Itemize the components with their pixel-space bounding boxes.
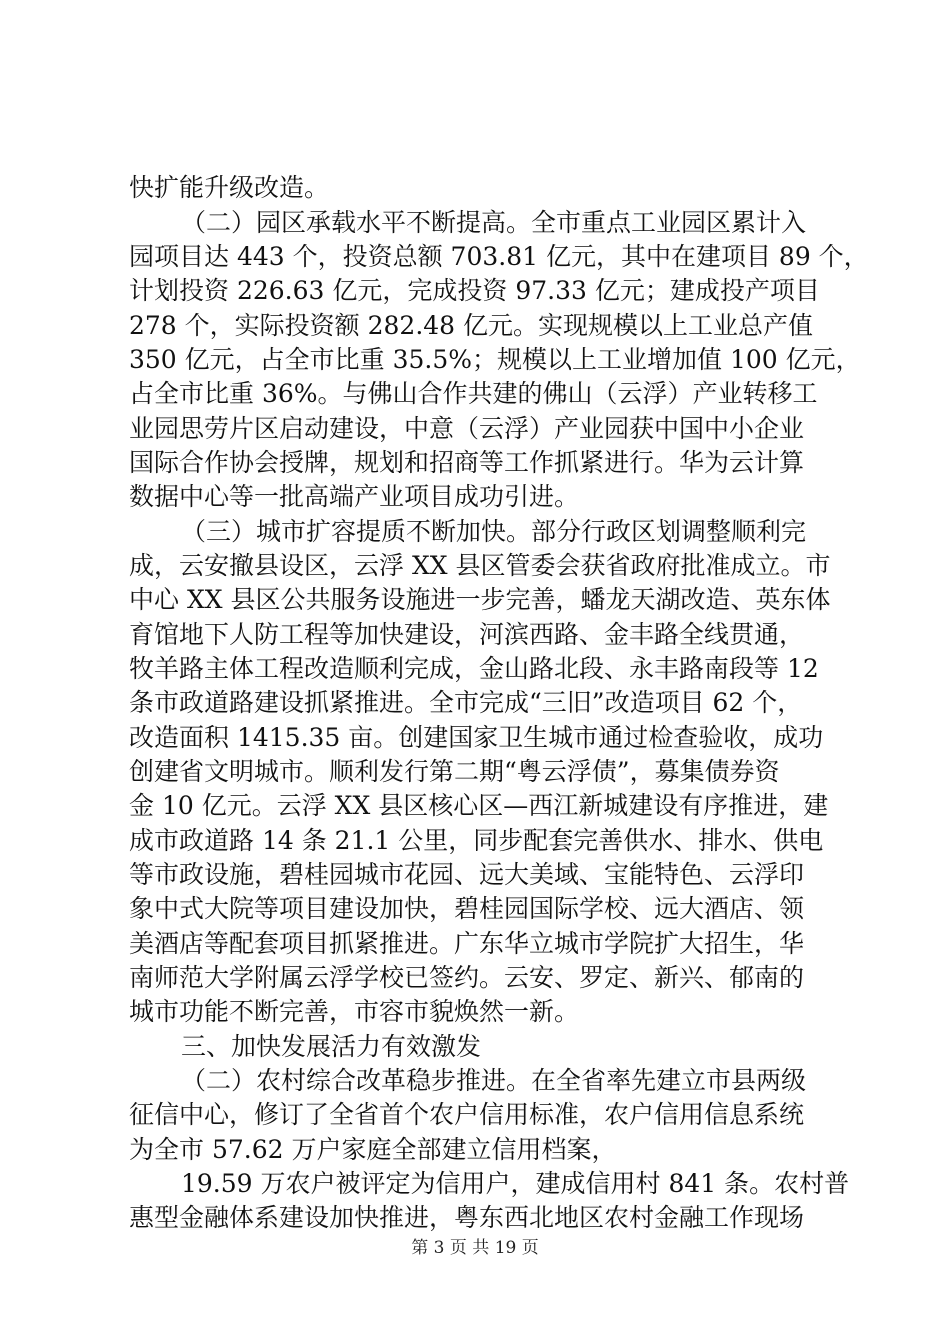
page-footer: 第 3 页 共 19 页 [411,1238,539,1258]
text-line: 象中式大院等项目建设加快，碧桂园国际学校、远大酒店、领 [129,894,805,923]
text-line: 计划投资 226.63 亿元，完成投资 97.33 亿元；建成投产项目 [129,276,820,305]
text-line: 278 个，实际投资额 282.48 亿元。实现规模以上工业总产值 [129,311,814,340]
text-line: 350 亿元，占全市比重 35.5%；规模以上工业增加值 100 亿元， [129,345,861,374]
text-line: 城市功能不断完善，市容市貌焕然一新。 [129,997,580,1026]
text-line: 改造面积 1415.35 亩。创建国家卫生城市通过检查验收，成功 [129,723,824,752]
text-line: 成，云安撤县设区，云浮 XX 县区管委会获省政府批准成立。市 [129,551,831,580]
text-line: 国际合作协会授牌，规划和招商等工作抓紧进行。华为云计算 [129,448,805,477]
section-heading: 三、加快发展活力有效激发 [181,1032,482,1061]
text-line: 育馆地下人防工程等加快建设，河滨西路、金丰路全线贯通， [129,620,805,649]
text-line: 创建省文明城市。顺利发行第二期“粤云浮债”，募集债券资 [129,757,780,786]
text-line: 为全市 57.62 万户家庭全部建立信用档案， [129,1135,617,1164]
text-line: 成市政道路 14 条 21.1 公里，同步配套完善供水、排水、供电 [129,826,824,855]
text-line: 南师范大学附属云浮学校已签约。云安、罗定、新兴、郁南的 [129,963,805,992]
text-line: 19.59 万农户被评定为信用户，建成信用村 841 条。农村普 [181,1169,850,1198]
text-line: 惠型金融体系建设加快推进，粤东西北地区农村金融工作现场 [129,1203,805,1232]
text-line: 条市政道路建设抓紧推进。全市完成“三旧”改造项目 62 个， [129,688,803,717]
text-line: 金 10 亿元。云浮 XX 县区核心区—西江新城建设有序推进，建 [129,791,829,820]
text-line: 等市政设施，碧桂园城市花园、远大美域、宝能特色、云浮印 [129,860,805,889]
text-line: 占全市比重 36%。与佛山合作共建的佛山（云浮）产业转移工 [129,379,818,408]
text-line: 园项目达 443 个，投资总额 703.81 亿元，其中在建项目 89 个， [129,242,869,271]
text-line: 中心 XX 县区公共服务设施进一步完善，蟠龙天湖改造、英东体 [129,585,831,614]
text-line: （二）园区承载水平不断提高。全市重点工业园区累计入 [181,208,807,237]
text-line: （二）农村综合改革稳步推进。在全省率先建立市县两级 [181,1066,807,1095]
text-line: 快扩能升级改造。 [129,173,330,202]
text-line: 美酒店等配套项目抓紧推进。广东华立城市学院扩大招生，华 [129,929,805,958]
text-line: 征信中心，修订了全省首个农户信用标准，农户信用信息系统 [129,1100,805,1129]
text-line: 数据中心等一批高端产业项目成功引进。 [129,482,580,511]
text-line: 牧羊路主体工程改造顺利完成，金山路北段、永丰路南段等 12 [129,654,819,683]
text-line: （三）城市扩容提质不断加快。部分行政区划调整顺利完 [181,517,807,546]
text-line: 业园思劳片区启动建设，中意（云浮）产业园获中国中小企业 [129,414,805,443]
